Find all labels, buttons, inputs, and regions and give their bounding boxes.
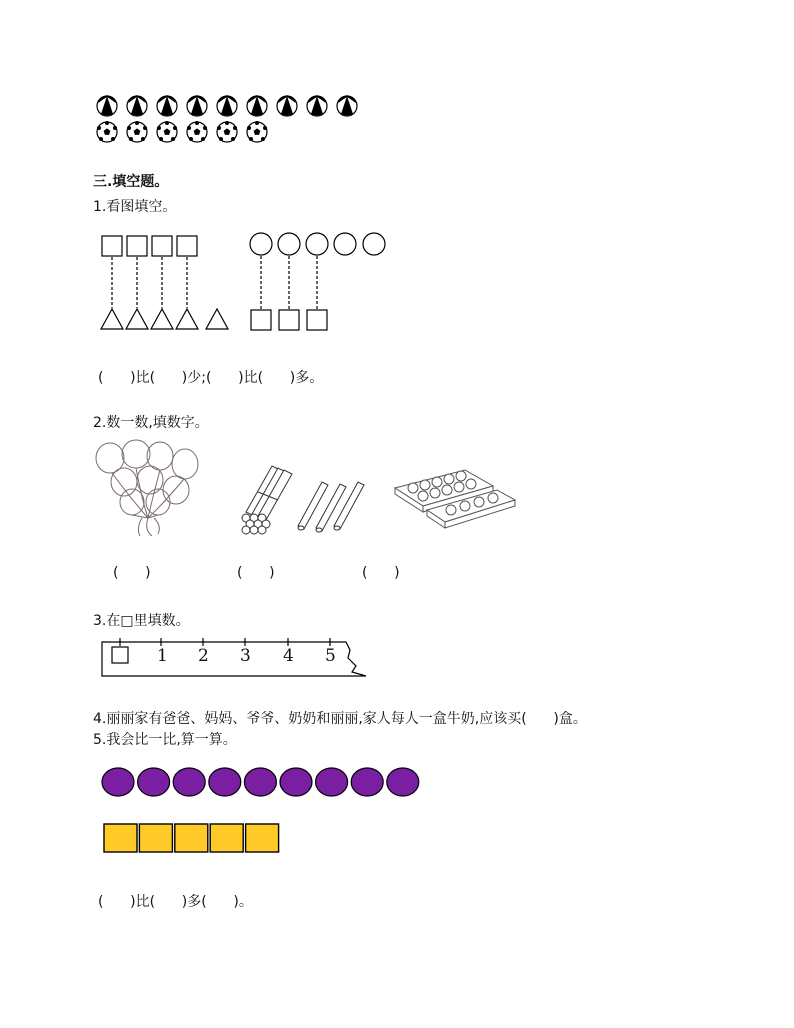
soccer-ball-icon [97, 121, 117, 142]
q1-diagram [95, 230, 405, 340]
square-shape [279, 310, 299, 330]
soccer-ball-icon [157, 121, 177, 142]
soccer-ball-row [95, 120, 375, 144]
circle-shape [334, 233, 356, 255]
purple-oval-shape [209, 768, 241, 796]
square-shape [177, 236, 197, 256]
q4-text: 4.丽丽家有爸爸、妈妈、爷爷、奶奶和丽丽,家人每人一盒牛奶,应该买( )盒。 [93, 711, 587, 727]
ruler-number: 5 [325, 646, 336, 666]
triangle-shape [176, 309, 198, 329]
triangle-shape [151, 309, 173, 329]
beach-ball-icon [247, 96, 267, 116]
square-shape [152, 236, 172, 256]
beach-ball-icon [187, 96, 207, 116]
purple-oval-shape [173, 768, 205, 796]
q2-answer-trays: ( ) [362, 565, 400, 581]
beach-ball-icon [97, 96, 117, 116]
q2-title: 2.数一数,填数字。 [93, 415, 209, 431]
beach-ball-icon [157, 96, 177, 116]
beach-ball-row [95, 94, 375, 118]
q5-title: 5.我会比一比,算一算。 [93, 732, 237, 748]
beach-ball-icon [217, 96, 237, 116]
ruler-number: 3 [240, 646, 251, 666]
yellow-square-row [102, 822, 284, 856]
purple-oval-shape [138, 768, 170, 796]
circle-shape [306, 233, 328, 255]
ruler-numbers [100, 646, 360, 666]
yellow-square-shape [246, 824, 279, 852]
purple-oval-shape [102, 768, 134, 796]
q2-answer-balloons: ( ) [113, 565, 151, 581]
beach-ball-icon [277, 96, 297, 116]
circle-shape [278, 233, 300, 255]
yellow-square-shape [210, 824, 243, 852]
square-shape [307, 310, 327, 330]
purple-oval-shape [280, 768, 312, 796]
square-shape [127, 236, 147, 256]
triangle-shape [101, 309, 123, 329]
q1-title: 1.看图填空。 [93, 199, 177, 215]
triangle-shape [126, 309, 148, 329]
square-shape [251, 310, 271, 330]
triangle-shape [206, 309, 228, 329]
beach-ball-icon [307, 96, 327, 116]
soccer-ball-icon [127, 121, 147, 142]
circle-shape [250, 233, 272, 255]
ruler-number: 1 [157, 646, 168, 666]
ruler-number: 4 [283, 646, 294, 666]
purple-oval-shape [244, 768, 276, 796]
q3-title: 3.在□里填数。 [93, 613, 190, 629]
balloons-picture [92, 440, 204, 540]
purple-oval-shape [351, 768, 383, 796]
soccer-ball-icon [187, 121, 207, 142]
beach-ball-icon [337, 96, 357, 116]
section-title: 三.填空题。 [93, 174, 169, 190]
purple-oval-shape [316, 768, 348, 796]
yellow-square-shape [104, 824, 137, 852]
egg-trays-picture [393, 466, 517, 530]
soccer-ball-icon [217, 121, 237, 142]
soccer-ball-icon [247, 121, 267, 142]
circle-shape [363, 233, 385, 255]
purple-oval-shape [387, 768, 419, 796]
yellow-square-shape [175, 824, 208, 852]
sticks-picture [236, 462, 366, 534]
q2-answer-sticks: ( ) [237, 565, 275, 581]
q5-answer-line: ( )比( )多( )。 [98, 894, 253, 910]
q1-answer-line: ( )比( )少;( )比( )多。 [98, 370, 324, 386]
yellow-square-shape [139, 824, 172, 852]
ruler-number: 2 [198, 646, 209, 666]
square-shape [102, 236, 122, 256]
purple-oval-row [100, 764, 430, 800]
beach-ball-icon [127, 96, 147, 116]
